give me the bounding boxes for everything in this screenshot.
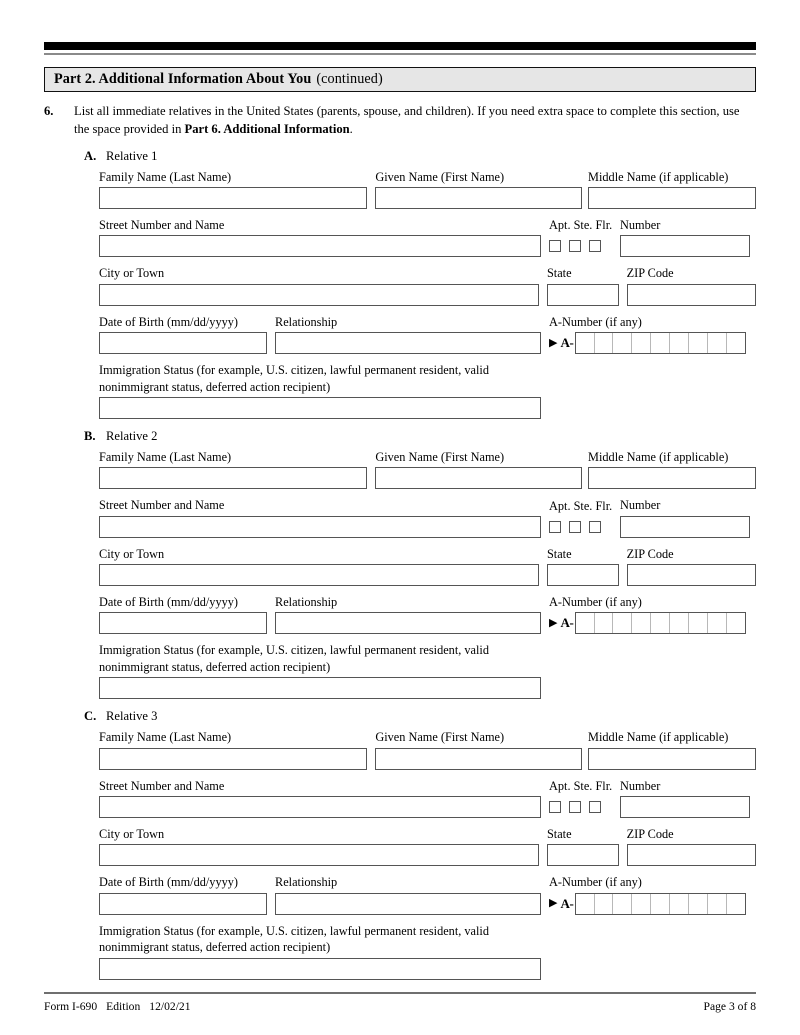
apt-ste-flr-group [549,499,612,538]
given-name-group [375,729,582,769]
relative-title: Relative 2 [106,429,158,444]
a-number-cell[interactable] [576,333,595,353]
a-number-cell[interactable] [595,894,614,914]
unit-number-label: Number [620,778,661,793]
unit-number-group [620,217,750,257]
immigration-status-label: Immigration Status (for example, U.S. citizen, lawful permanent resident, valid nonimmigrant status, deferred action recipient) [99,643,489,674]
a-number-label: A-Number (if any) [549,314,642,329]
relative-heading [84,709,756,724]
unit-number-group [620,497,750,537]
given-name-input[interactable] [375,467,582,489]
a-number-cell[interactable] [632,894,651,914]
given-name-group [375,169,582,209]
footer-edition-label: Edition [106,1000,141,1013]
city-row [99,826,756,866]
given-name-label: Given Name (First Name) [375,169,505,184]
a-number-cell[interactable] [613,894,632,914]
right-arrow-icon: ▶ [549,897,558,910]
immigration-status-group [99,642,756,699]
street-label: Street Number and Name [99,498,225,513]
state-group [547,265,619,305]
dob-row [99,314,756,354]
apt-ste-flr-checkboxes [549,796,612,818]
state-label: State [546,266,572,281]
unit-number-input[interactable] [620,235,750,257]
street-group [99,217,541,257]
relative-fields [84,169,756,419]
city-group [99,265,539,305]
a-number-cell[interactable] [576,613,595,633]
name-row [99,169,756,209]
zip-label: ZIP Code [626,827,674,842]
a-number-cell[interactable] [727,613,745,633]
a-number-label: A-Number (if any) [549,595,642,610]
immigration-status-group [99,923,756,980]
city-row [99,546,756,586]
family-name-group [99,729,367,769]
relationship-input[interactable] [275,332,541,354]
relative-fields [84,449,756,699]
street-label: Street Number and Name [99,778,225,793]
a-number-prefix: A- [560,895,574,911]
zip-label: ZIP Code [626,266,674,281]
given-name-input[interactable] [375,187,582,209]
zip-input[interactable] [627,564,756,586]
relatives-container [44,149,756,980]
family-name-label: Family Name (Last Name) [99,730,232,745]
ste-checkbox[interactable] [569,801,581,813]
state-input[interactable] [547,284,619,306]
a-number-cell[interactable] [708,333,727,353]
a-number-cell[interactable] [632,613,651,633]
apt-ste-flr-label: Apt. Ste. Flr. [549,218,613,233]
middle-name-label: Middle Name (if applicable) [588,730,729,745]
apt-ste-flr-label: Apt. Ste. Flr. [549,498,613,513]
zip-group [627,546,756,586]
right-arrow-icon: ▶ [549,616,558,629]
dob-input[interactable] [99,893,267,915]
middle-name-label: Middle Name (if applicable) [588,169,729,184]
item-6 [44,103,756,139]
a-number-line [549,332,746,354]
state-group [547,826,619,866]
apt-ste-flr-group [549,779,612,818]
a-number-group [549,314,746,354]
middle-name-group [588,449,756,489]
dob-label: Date of Birth (mm/dd/yyyy) [99,314,239,329]
a-number-cell[interactable] [651,894,670,914]
a-number-cell[interactable] [727,894,745,914]
street-row [99,778,756,818]
apt-ste-flr-label: Apt. Ste. Flr. [549,779,613,794]
a-number-cell[interactable] [576,894,595,914]
city-input[interactable] [99,284,539,306]
relative-letter: B. [84,429,96,444]
a-number-cell[interactable] [689,333,708,353]
apt-ste-flr-checkboxes [549,235,612,257]
a-number-input[interactable] [575,332,746,354]
city-row [99,265,756,305]
given-name-label: Given Name (First Name) [375,730,505,745]
zip-input[interactable] [627,844,756,866]
city-label: City or Town [99,827,165,842]
city-label: City or Town [99,266,165,281]
dob-row [99,874,756,914]
relationship-label: Relationship [275,314,338,329]
family-name-group [99,449,367,489]
part-header [44,67,756,92]
apt-ste-flr-group [549,218,612,257]
given-name-group [375,449,582,489]
street-input[interactable] [99,796,541,818]
page-footer [44,992,756,1013]
family-name-input[interactable] [99,748,367,770]
immigration-status-label: Immigration Status (for example, U.S. citizen, lawful permanent resident, valid nonimmigrant status, deferred action recipient) [99,363,489,394]
middle-name-group [588,729,756,769]
dob-input[interactable] [99,332,267,354]
a-number-cell[interactable] [651,333,670,353]
immigration-status-input[interactable] [99,958,541,980]
zip-label: ZIP Code [626,546,674,561]
immigration-status-group [99,362,756,419]
a-number-cell[interactable] [651,613,670,633]
name-row [99,449,756,489]
city-input[interactable] [99,844,539,866]
ste-checkbox[interactable] [569,240,581,252]
street-group [99,778,541,818]
ste-checkbox[interactable] [569,521,581,533]
top-black-bar [44,42,756,50]
family-name-input[interactable] [99,187,367,209]
part-header-title: Part 2. Additional Information About You [54,71,312,87]
item-6-text-before: List all immediate relatives in the United States (parents, spouse, and children). If you need extra space to complete this section, use the space provided in [74,104,740,136]
top-thin-rule [44,53,756,55]
relative-heading [84,149,756,164]
street-label: Street Number and Name [99,218,225,233]
city-label: City or Town [99,546,165,561]
family-name-label: Family Name (Last Name) [99,450,232,465]
flr-checkbox[interactable] [589,521,601,533]
a-number-cell[interactable] [632,333,651,353]
family-name-input[interactable] [99,467,367,489]
a-number-cell[interactable] [595,333,614,353]
dob-label: Date of Birth (mm/dd/yyyy) [99,875,239,890]
dob-group [99,874,267,914]
relative-fields [84,729,756,979]
relationship-label: Relationship [275,595,338,610]
city-group [99,826,539,866]
a-number-cell[interactable] [613,613,632,633]
middle-name-label: Middle Name (if applicable) [588,450,729,465]
a-number-cell[interactable] [670,333,689,353]
a-number-label: A-Number (if any) [549,875,642,890]
flr-checkbox[interactable] [589,240,601,252]
street-input[interactable] [99,235,541,257]
dob-group [99,594,267,634]
a-number-cell[interactable] [727,333,745,353]
part-header-continued: (continued) [316,71,383,87]
apt-ste-flr-checkboxes [549,516,612,538]
dob-label: Date of Birth (mm/dd/yyyy) [99,595,239,610]
a-number-prefix: A- [560,335,574,351]
zip-input[interactable] [627,284,756,306]
a-number-cell[interactable] [689,613,708,633]
unit-number-group [620,778,750,818]
a-number-cell[interactable] [670,894,689,914]
state-label: State [546,546,572,561]
apt-checkbox[interactable] [549,240,561,252]
flr-checkbox[interactable] [589,801,601,813]
relative-title: Relative 3 [106,709,158,724]
relative-letter: A. [84,148,97,163]
middle-name-input[interactable] [588,748,756,770]
relative-block [44,429,756,699]
item-6-number: 6. [44,104,54,118]
immigration-status-input[interactable] [99,397,541,419]
relationship-group [275,594,541,634]
relationship-input[interactable] [275,612,541,634]
relative-block [44,709,756,979]
name-row [99,729,756,769]
unit-number-input[interactable] [620,796,750,818]
apt-checkbox[interactable] [549,801,561,813]
city-input[interactable] [99,564,539,586]
dob-group [99,314,267,354]
a-number-prefix: A- [560,615,574,631]
state-input[interactable] [547,844,619,866]
a-number-group [549,594,746,634]
a-number-cell[interactable] [595,613,614,633]
zip-group [627,265,756,305]
immigration-status-label: Immigration Status (for example, U.S. citizen, lawful permanent resident, valid nonimmigrant status, deferred action recipient) [99,923,489,955]
street-input[interactable] [99,516,541,538]
unit-number-label: Number [620,218,661,233]
a-number-group [549,874,746,914]
given-name-label: Given Name (First Name) [375,450,505,465]
item-6-text-after: . [349,121,353,136]
zip-group [627,826,756,866]
right-arrow-icon: ▶ [549,336,558,349]
unit-number-input[interactable] [620,516,750,538]
a-number-input[interactable] [575,612,746,634]
relationship-group [275,874,541,914]
immigration-status-input[interactable] [99,677,541,699]
footer-form-info [44,1000,200,1013]
given-name-input[interactable] [375,748,582,770]
item-6-text-bold: Part 6. Additional Information [184,121,350,136]
street-row [99,217,756,257]
footer-form-number: Form I-690 [44,1000,98,1013]
street-group [99,497,541,537]
relative-block [44,149,756,419]
item-6-text [74,103,756,139]
a-number-cell[interactable] [613,333,632,353]
state-group [547,546,619,586]
a-number-cell[interactable] [689,894,708,914]
footer-rule [44,992,756,994]
dob-input[interactable] [99,612,267,634]
a-number-input[interactable] [575,893,746,915]
footer-page-number: Page 3 of 8 [703,1000,756,1013]
a-number-cell[interactable] [708,894,727,914]
unit-number-label: Number [620,498,661,513]
a-number-line [549,893,746,915]
middle-name-input[interactable] [588,467,756,489]
dob-row [99,594,756,634]
a-number-line [549,612,746,634]
a-number-cell[interactable] [670,613,689,633]
family-name-group [99,169,367,209]
footer-edition-date: 12/02/21 [149,1000,191,1013]
relative-title: Relative 1 [106,148,158,163]
state-label: State [546,827,572,842]
city-group [99,546,539,586]
middle-name-input[interactable] [588,187,756,209]
apt-checkbox[interactable] [549,521,561,533]
relationship-input[interactable] [275,893,541,915]
relationship-group [275,314,541,354]
state-input[interactable] [547,564,619,586]
family-name-label: Family Name (Last Name) [99,169,232,184]
relative-letter: C. [84,709,97,724]
a-number-cell[interactable] [708,613,727,633]
relationship-label: Relationship [275,875,338,890]
street-row [99,497,756,537]
middle-name-group [588,169,756,209]
footer-row [44,1000,756,1013]
relative-heading [84,429,756,444]
